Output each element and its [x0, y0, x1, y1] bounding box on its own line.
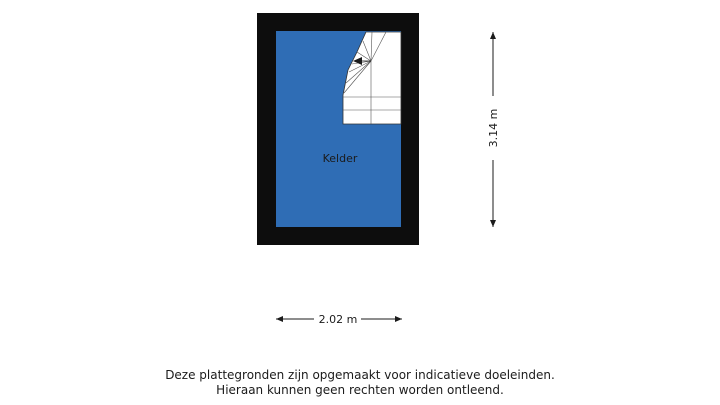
- height-dimension: [487, 32, 500, 227]
- disclaimer-line-2: Hieraan kunnen geen rechten worden ontleend.: [216, 383, 504, 397]
- room-label: Kelder: [322, 152, 358, 165]
- height-label: 3.14 m: [487, 108, 500, 148]
- width-dimension: [276, 313, 402, 326]
- disclaimer-line-1: Deze plattegronden zijn opgemaakt voor indicatieve doeleinden.: [165, 368, 555, 382]
- width-label: 2.02 m: [318, 313, 358, 326]
